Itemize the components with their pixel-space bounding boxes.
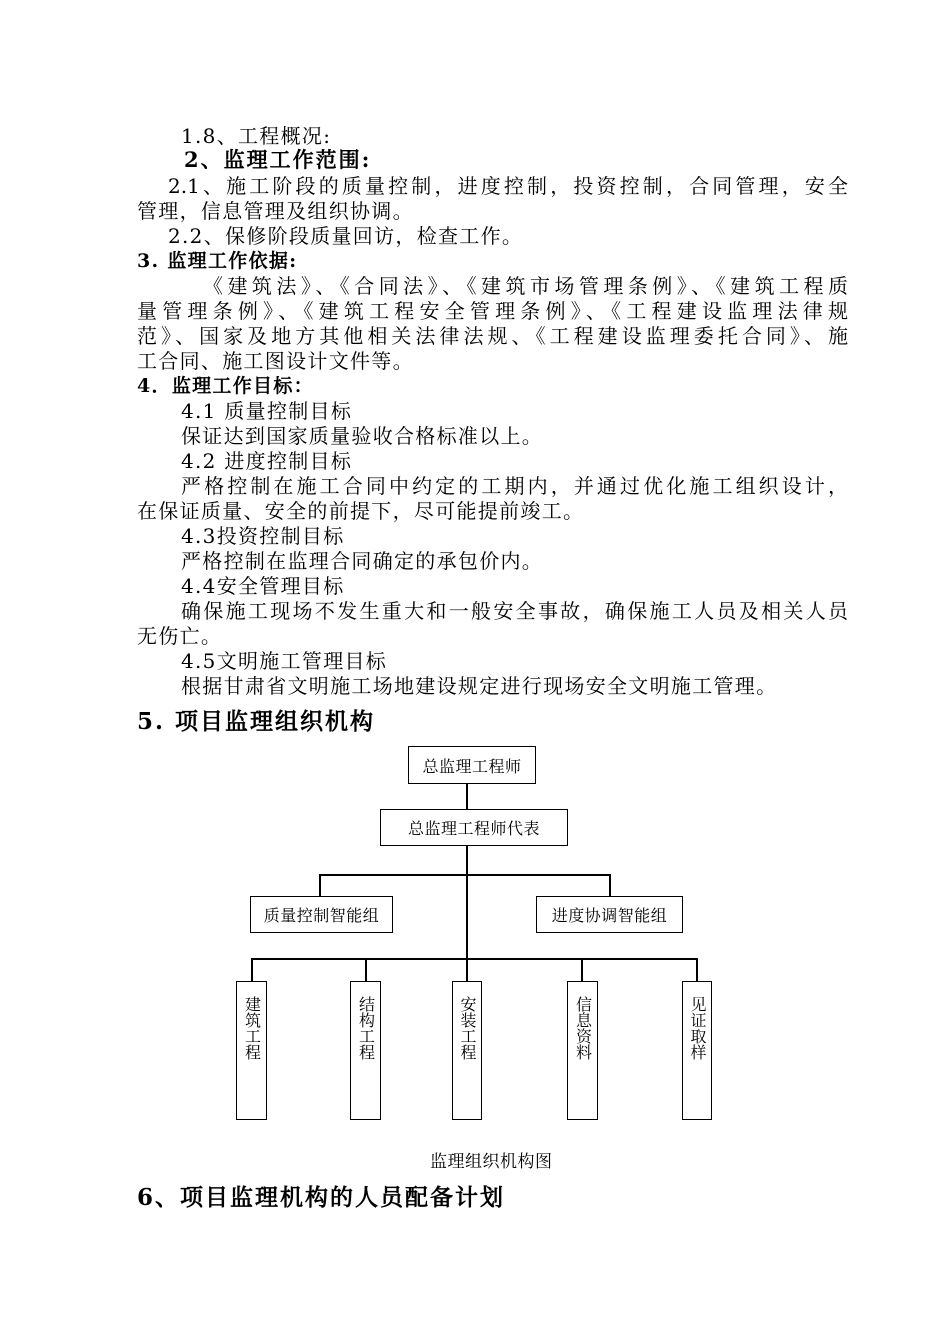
connector-unit-5 <box>696 958 698 982</box>
text-4-1: 保证达到国家质量验收合格标准以上。 <box>181 424 544 448</box>
text-4-5: 根据甘肃省文明施工场地建设规定进行现场安全文明施工管理。 <box>181 674 778 698</box>
para-3-line3: 范》、国家及地方其他相关法律法规、《工程建设监理委托合同》、施 <box>137 324 848 348</box>
connector-groups-bar <box>319 874 610 876</box>
connector-unit-2 <box>365 958 367 982</box>
text-4-4-line1: 确保施工现场不发生重大和一般安全事故，确保施工人员及相关人员 <box>181 599 848 623</box>
text-4-4-line2: 无伤亡。 <box>137 624 223 648</box>
connector-quality <box>319 874 321 897</box>
sub-4-5: 4.5文明施工管理目标 <box>181 649 388 673</box>
box-deputy-engineer: 总监理工程师代表 <box>380 809 568 846</box>
box-chief-engineer: 总监理工程师 <box>408 746 536 784</box>
para-3-line4: 工合同、施工图设计文件等。 <box>137 349 414 373</box>
para-3-line2: 量管理条例》、《建筑工程安全管理条例》、《工程建设监理法律规 <box>137 299 848 323</box>
text-4-3: 严格控制在监理合同确定的承包价内。 <box>181 549 544 573</box>
heading-2: 2、监理工作范围: <box>184 147 372 172</box>
connector-progress <box>609 874 611 897</box>
para-2-1-line1: 2.1、施工阶段的质量控制，进度控制，投资控制，合同管理，安全 <box>168 174 848 198</box>
connector-center-down <box>466 874 468 959</box>
unit-label: 信息资料 <box>573 996 593 1060</box>
box-unit-installation <box>452 981 482 1120</box>
connector-unit-3 <box>466 958 468 982</box>
box-unit-architecture <box>236 981 267 1120</box>
box-progress-group: 进度协调智能组 <box>536 896 683 933</box>
para-2-2: 2.2、保修阶段质量回访，检查工作。 <box>168 224 524 248</box>
unit-label: 结构工程 <box>356 996 376 1060</box>
sub-4-1: 4.1 质量控制目标 <box>181 399 353 423</box>
chart-caption: 监理组织机构图 <box>430 1152 553 1172</box>
text-4-2-line1: 严格控制在施工合同中约定的工期内，并通过优化施工组织设计， <box>181 474 848 498</box>
box-unit-witness-sampling <box>682 981 712 1120</box>
sub-4-3: 4.3投资控制目标 <box>181 524 345 548</box>
section-1-8: 1.8、工程概况: <box>181 124 332 148</box>
text-4-2-line2: 在保证质量、安全的前提下，尽可能提前竣工。 <box>137 499 585 523</box>
box-unit-structure <box>350 981 381 1120</box>
connector-chief-deputy <box>466 783 468 810</box>
connector-unit-4 <box>581 958 583 982</box>
para-3-line1: 《建筑法》、《合同法》、《建筑市场管理条例》、《建筑工程质 <box>203 274 848 298</box>
box-unit-information <box>567 981 598 1120</box>
connector-unit-1 <box>251 958 253 982</box>
sub-4-2: 4.2 进度控制目标 <box>181 449 353 473</box>
unit-label: 安装工程 <box>458 996 477 1060</box>
connector-deputy-groups <box>466 845 468 875</box>
unit-label: 见证取样 <box>688 996 707 1060</box>
box-quality-group: 质量控制智能组 <box>250 896 393 933</box>
unit-label: 建筑工程 <box>242 996 262 1060</box>
heading-4: 4．监理工作目标： <box>137 375 314 397</box>
heading-6: 6、项目监理机构的人员配备计划 <box>137 1184 506 1211</box>
heading-5: 5. 项目监理组织机构 <box>137 708 376 735</box>
connector-units-bar <box>251 958 697 960</box>
para-2-1-line2: 管理，信息管理及组织协调。 <box>137 199 414 223</box>
heading-3: 3. 监理工作依据: <box>137 250 298 272</box>
sub-4-4: 4.4安全管理目标 <box>181 574 345 598</box>
